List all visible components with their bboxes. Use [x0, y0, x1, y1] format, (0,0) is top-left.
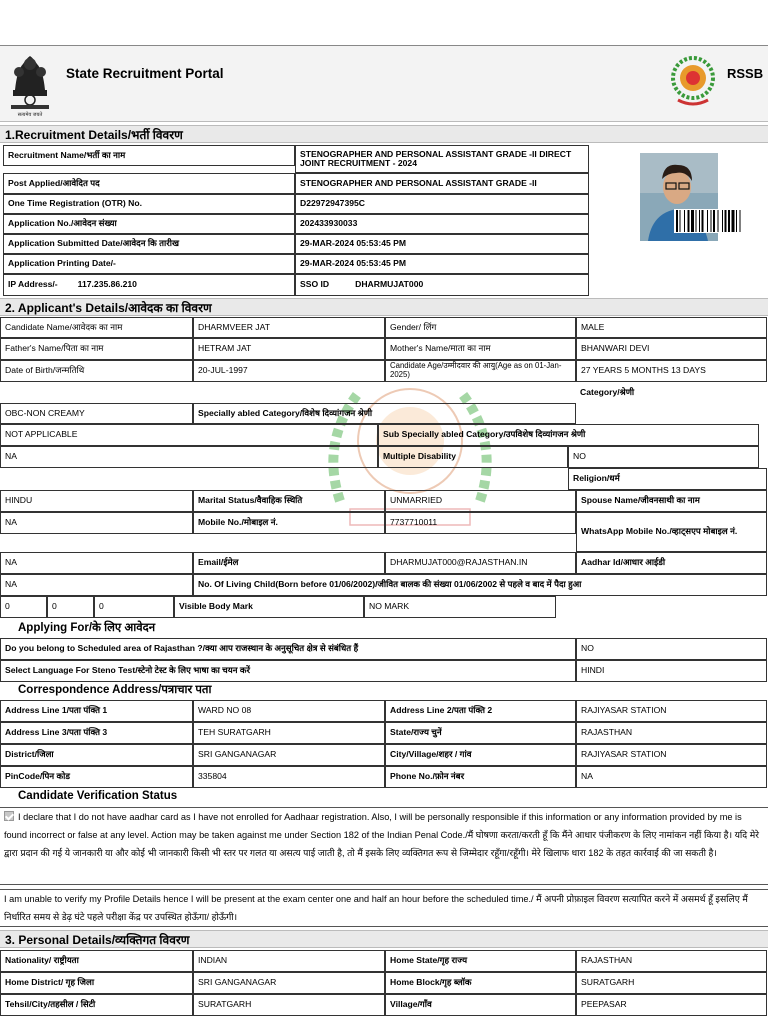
spouse-name-value: NA [0, 512, 193, 534]
section-applicant-title: 2. Applicant's Details/आवेदक का विवरण [0, 298, 768, 316]
father-name-label: Father's Name/पिता का नाम [0, 338, 193, 360]
pincode-value: 335804 [193, 766, 385, 788]
declaration-checkbox[interactable] [4, 811, 14, 821]
email-label: Email/ईमेल [193, 552, 385, 574]
tehsil-label: Tehsil/City/तहसील / सिटी [0, 994, 193, 1016]
profile-declaration-text: I am unable to verify my Profile Details hence I will be present at the exam center one and half an hour before the scheduled time./ मैं अपनी प्रोफ़ाइल विवरण सत्यापित करने में असमर्थ हूँ इसलिए मैं निर्धारित समय से डेढ़ घंटे पहले परीक्षा केंद्र पर उपस्थित होऊँगा/ होऊँगी। [4, 894, 748, 922]
home-block-value: SURATGARH [576, 972, 767, 994]
home-state-label: Home State/गृह राज्य [385, 950, 576, 972]
ip-address-value: 117.235.86.210 [77, 279, 137, 290]
dob-label: Date of Birth/जन्मतिथि [0, 360, 193, 382]
nationality-value: INDIAN [193, 950, 385, 972]
whatsapp-value: NA [0, 552, 193, 574]
phone-label: Phone No./फ़ोन नंबर [385, 766, 576, 788]
sso-label: SSO ID [300, 279, 330, 290]
verification-title: Candidate Verification Status [18, 790, 178, 802]
father-name-value: HETRAM JAT [193, 338, 385, 360]
home-district-value: SRI GANGANAGAR [193, 972, 385, 994]
sso-row [295, 274, 589, 296]
mother-name-label: Mother's Name/माता का नाम [385, 338, 576, 360]
aadhar-value: NA [0, 574, 193, 596]
ip-address-row [3, 274, 295, 296]
whatsapp-label: WhatsApp Mobile No./व्हाट्सएप मोबाइल नं. [576, 512, 767, 552]
mobile-value: 7737710011 [385, 512, 576, 534]
rssb-logo-icon [668, 52, 718, 108]
state-label: State/राज्य चुनें [385, 722, 576, 744]
pincode-label: PinCode/पिन कोड [0, 766, 193, 788]
religion-value: HINDU [0, 490, 193, 512]
marital-status-value: UNMARRIED [385, 490, 576, 512]
child-count-c: 0 [94, 596, 174, 618]
email-value: DHARMUJAT000@RAJASTHAN.IN [385, 552, 576, 574]
mother-name-value: BHANWARI DEVI [576, 338, 767, 360]
post-applied-value: STENOGRAPHER AND PERSONAL ASSISTANT GRADE -II [295, 173, 589, 194]
village-label: Village/गाँव [385, 994, 576, 1016]
child-count-a: 0 [0, 596, 47, 618]
steno-language-value: HINDI [576, 660, 767, 682]
village-value: PEEPASAR [576, 994, 767, 1016]
religion-label: Religion/धर्म [568, 468, 767, 490]
address-line1-value: WARD NO 08 [193, 700, 385, 722]
district-value: SRI GANGANAGAR [193, 744, 385, 766]
address-line2-label: Address Line 2/पता पंक्ति 2 [385, 700, 576, 722]
state-emblem-icon [5, 50, 55, 118]
marital-status-label: Marital Status/वैवाहिक स्थिति [193, 490, 385, 512]
address-line1-label: Address Line 1/पता पंक्ति 1 [0, 700, 193, 722]
sub-specially-abled-value: NA [0, 446, 378, 468]
nationality-label: Nationality/ राष्ट्रीयता [0, 950, 193, 972]
application-no-value: 202433930033 [295, 214, 589, 234]
recruitment-name-value: STENOGRAPHER AND PERSONAL ASSISTANT GRADE -II DIRECT JOINT RECRUITMENT - 2024 [295, 145, 589, 173]
section-recruitment-title: 1.Recruitment Details/भर्ती विवरण [0, 125, 768, 143]
barcode-icon [674, 209, 768, 233]
body-mark-label: Visible Body Mark [174, 596, 364, 618]
home-block-label: Home Block/गृह ब्लॉक [385, 972, 576, 994]
submitted-date-label: Application Submitted Date/आवेदन कि तारीख [3, 234, 295, 254]
candidate-name-label: Candidate Name/आवेदक का नाम [0, 317, 193, 338]
steno-language-label: Select Language For Steno Test/स्टेनो टेस्ट के लिए भाषा का चयन करें [0, 660, 576, 682]
printing-date-label: Application Printing Date/- [3, 254, 295, 274]
portal-title: State Recruitment Portal [66, 66, 224, 81]
tehsil-value: SURATGARH [193, 994, 385, 1016]
aadhar-label: Aadhar Id/आधार आईडी [576, 552, 767, 574]
submitted-date-value: 29-MAR-2024 05:53:45 PM [295, 234, 589, 254]
recruitment-name-label: Recruitment Name/भर्ती का नाम [3, 145, 295, 166]
address-line3-label: Address Line 3/पता पंक्ति 3 [0, 722, 193, 744]
ip-address-label: IP Address/- [8, 279, 58, 290]
aadhar-declaration-text: I declare that I do not have aadhar card as I have not enrolled for Aadhaar registration. Also, I will be personally responsible if this information or any information provided by me is found incorrect or false at any level. Action may be taken against me under Section 182 of the Indian Penal Code./मैं घोषणा करता/करती हूँ कि मैंने आधार पंजीकरण के लिए नामांकन नहीं किया है। यदि मेरे द्वारा प्रदान की गई ये जानकारी या और कोई भी जानकारी किसी भी स्तर पर गलत या असत्य पाई जाती है, तो मैं इसके लिए व्यक्तिगत रूप से जिम्मेदार रहूँगा/रहूँगी। मेरे खिलाफ धारा 182 के तहत कार्रवाई की जा सकती है। [4, 812, 759, 858]
printing-date-value: 29-MAR-2024 05:53:45 PM [295, 254, 589, 274]
sso-value: DHARMUJAT000 [355, 279, 424, 290]
specially-abled-value: NOT APPLICABLE [0, 424, 378, 446]
profile-declaration [0, 889, 768, 927]
gender-label: Gender/ लिंग [385, 317, 576, 338]
mobile-label: Mobile No./मोबाइल नं. [193, 512, 385, 534]
portal-header [0, 46, 768, 122]
address-line3-value: TEH SURATGARH [193, 722, 385, 744]
scheduled-area-label: Do you belong to Scheduled area of Rajasthan ?/क्या आप राजस्थान के अनुसूचित क्षेत्र से संबंधित हैं [0, 638, 576, 660]
home-state-value: RAJASTHAN [576, 950, 767, 972]
city-value: RAJIYASAR STATION [576, 744, 767, 766]
application-form [0, 45, 768, 1024]
dob-value: 20-JUL-1997 [193, 360, 385, 382]
otr-value: D22972947395C [295, 194, 589, 214]
gender-value: MALE [576, 317, 767, 338]
applying-for-title: Applying For/के लिए आवेदन [18, 622, 156, 634]
age-value: 27 YEARS 5 MONTHS 13 DAYS [576, 360, 767, 382]
category-value: OBC-NON CREAMY [0, 403, 193, 424]
district-label: District/जिला [0, 744, 193, 766]
state-value: RAJASTHAN [576, 722, 767, 744]
multiple-disability-value: NO [568, 446, 759, 468]
specially-abled-label: Specially abled Category/विशेष दिव्यांगजन श्रेणी [193, 403, 576, 424]
emblem-motto: सत्यमेव जयते [17, 112, 43, 118]
org-short-name: RSSB [727, 66, 764, 81]
child-count-b: 0 [47, 596, 94, 618]
category-label: Category/श्रेणी [580, 386, 635, 397]
address-line2-value: RAJIYASAR STATION [576, 700, 767, 722]
city-label: City/Village/शहर / गांव [385, 744, 576, 766]
sub-specially-abled-label: Sub Specially abled Category/उपविशेष दिव्यांगजन श्रेणी [378, 424, 759, 446]
living-child-label: No. Of Living Child(Born before 01/06/2002)/जीवित बालक की संख्या 01/06/2002 से पहले व बाद में पैदा हुआ [193, 574, 767, 596]
phone-value: NA [576, 766, 767, 788]
candidate-name-value: DHARMVEER JAT [193, 317, 385, 338]
otr-label: One Time Registration (OTR) No. [3, 194, 295, 214]
age-label: Candidate Age/उम्मीदवार की आयु(Age as on 01-Jan-2025) [385, 360, 576, 382]
body-mark-value: NO MARK [364, 596, 556, 618]
spouse-name-label: Spouse Name/जीवनसाथी का नाम [576, 490, 767, 512]
home-district-label: Home District/ गृह जिला [0, 972, 193, 994]
aadhar-declaration [0, 807, 768, 885]
correspondence-title: Correspondence Address/पत्राचार पता [18, 684, 212, 696]
section-personal-title: 3. Personal Details/व्यक्तिगत विवरण [0, 930, 768, 948]
application-no-label: Application No./आवेदन संख्या [3, 214, 295, 234]
multiple-disability-label: Multiple Disability [378, 446, 568, 468]
scheduled-area-value: NO [576, 638, 767, 660]
post-applied-label: Post Applied/आवेदित पद [3, 173, 295, 194]
